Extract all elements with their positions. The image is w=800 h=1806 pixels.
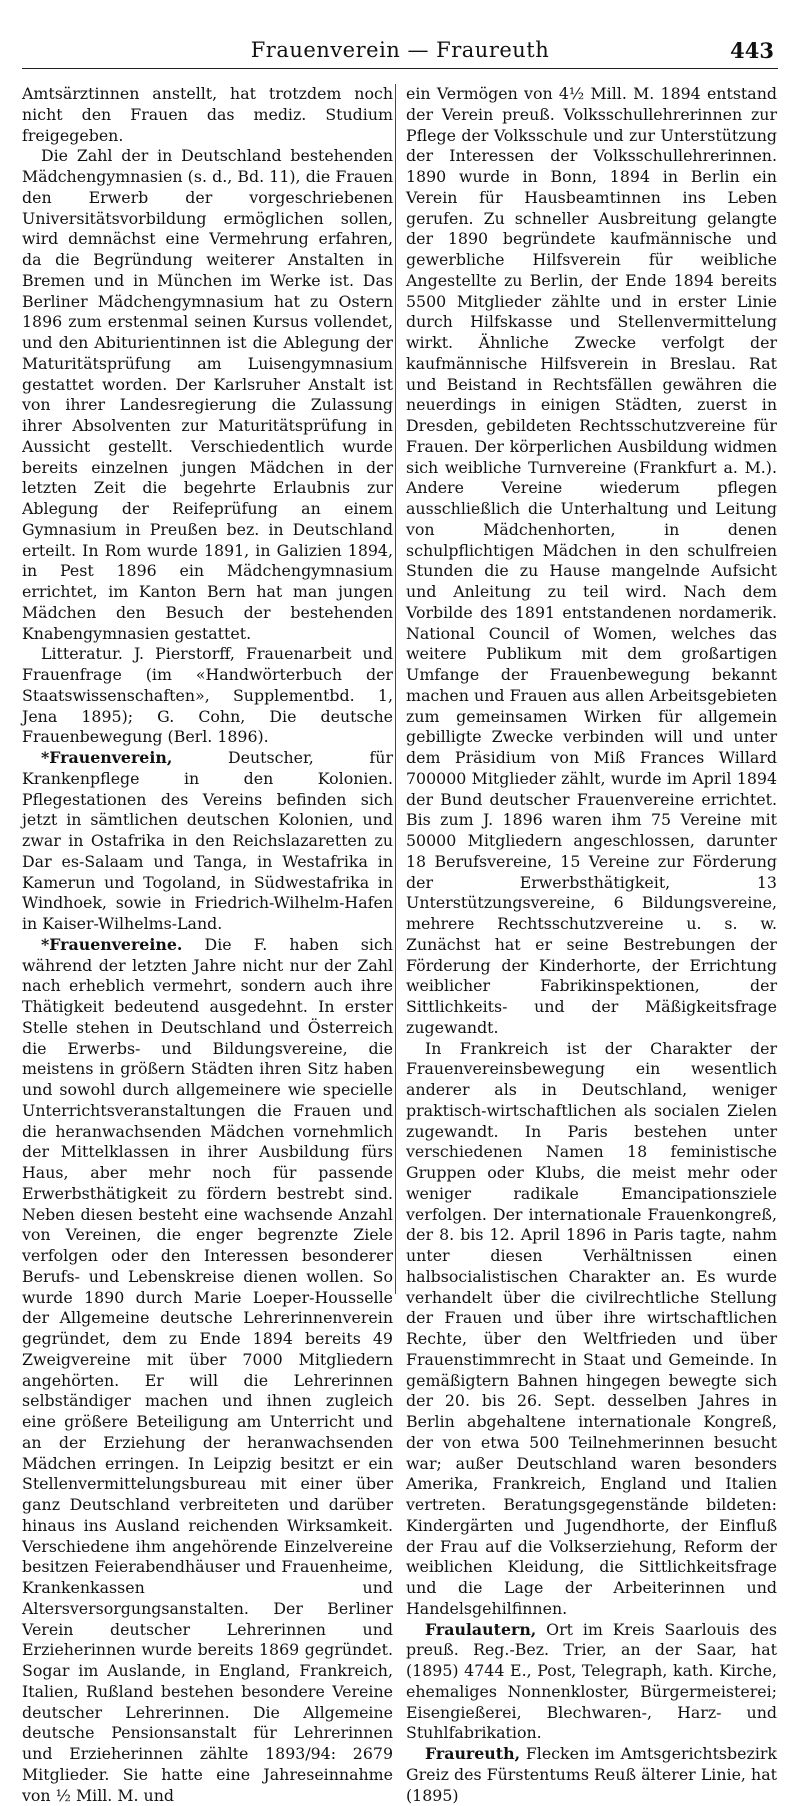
text-paragraph: ein Vermögen von 4½ Mill. M. 1894 entstand der Verein preuß. Volksschullehrerinnen zur Pflege der Volksschule und zur Unterstützung der Interessen der Volksschullehrerinnen. 1890 wurde in Bonn, 1894 in Berlin ein Verein für Hausbeamtinnen ins Leben gerufen. Zu schneller Ausbreitung gelangte der 1890 begründete kaufmännische und gewerbliche Hilfsverein für weibliche Angestellte zu Berlin, der Ende 1894 bereits 5500 Mitglieder zählte und in erster Linie durch Hilfskasse und Stellenvermittelung wirkt. Ähnliche Zwecke verfolgt der kaufmännische Hilfsverein in Breslau. Rat und Beistand in Rechtsfällen gewähren die neuerdings in einigen Städten, zuerst in Dresden, gebildeten Rechtsschutzvereine für Frauen. Der körperlichen Ausbildung widmen sich weibliche Turnvereine (Frankfurt a. M.). Andere Vereine wiederum pflegen ausschließlich die Unterhaltung und Leitung von Mädchenhorten, in denen schulpflichtigen Mädchen in den schulfreien Stunden die zu Hause mangelnde Aufsicht und Anleitung zu teil wird. Nach dem Vorbilde des 1891 entstandenen nordamerik. National Council of Women, welches das weitere Publikum mit dem großartigen Umfange der Frauenbewegung bekannt machen und Frauen aus allen Arbeitsgebieten zum gemeinsamen Wirken für allgemein gebilligte Zwecke verbinden will und unter dem Präsidium von Miß Frances Willard 700000 Mitglieder zählt, wurde im April 1894 der Bund deutscher Frauenvereine errichtet. Bis zum J. 1896 waren ihm 75 Vereine mit 50000 Mitgliedern angeschlossen, darunter 18 Berufsvereine, 15 Vereine zur Förderung der Erwerbsthätigkeit, 13 Unterstützungsvereine, 6 Bildungsvereine, mehrere Rechtsschutzvereine u. s. w. Zunächst hat er seine Bestrebungen der Förderung der Kinderhorte, der Errichtung weiblicher Fabrikinspektionen, der Sittlichkeits- und der Mäßigkeitsfrage zugewandt.: [406, 84, 777, 1037]
text-paragraph: Amtsärztinnen anstellt, hat trotzdem noch nicht den Frauen das mediz. Studium freigegeben.: [22, 84, 393, 145]
column-divider: [395, 84, 396, 1294]
entry-headword: Fraulautern,: [424, 1619, 537, 1639]
entry-paragraph: [22, 935, 393, 1806]
left-column: [22, 84, 393, 1806]
entry-text: Flecken im Amtsgerichtsbezirk Greiz des Fürstentums Reuß älterer Linie, hat (1895): [406, 1744, 777, 1805]
page-header: [22, 38, 778, 69]
entry-paragraph: [406, 1744, 777, 1806]
entry-text: Deutscher, für Krankenpflege in den Kolonien. Pflegestationen des Vereins befinden sich jetzt in sämtlichen deutschen Kolonien, und zwar in Ostafrika in den Reichslazaretten zu Dar es-Salaam und Tanga, in Westafrika in Kamerun und Togoland, in Südwestafrika in Windhoek, sowie in Friedrich-Wilhelm-Hafen in Kaiser-Wilhelms-Land.: [22, 748, 393, 933]
text-paragraph: Die Zahl der in Deutschland bestehenden Mädchengymnasien (s. d., Bd. 11), die Frauen den Erwerb der vorgeschriebenen Universitätsvorbildung ermöglichen sollen, wird demnächst eine Vermehrung erfahren, da die Begründung weiterer Anstalten in Bremen und in München im Werke ist. Das Berliner Mädchengymnasium hat zu Ostern 1896 zum erstenmal seinen Kursus vollendet, und den Abiturientinnen ist die Ablegung der Maturitätsprüfung am Luisengymnasium gestattet worden. Der Karlsruher Anstalt ist von ihrer Landesregierung die Zulassung ihrer Absolventen zur Maturitätsprüfung in Aussicht gestellt. Verschiedentlich wurde bereits einzelnen jungen Mädchen in der letzten Zeit die begehrte Erlaubnis zur Ablegung der Reifeprüfung an einem Gymnasium in Preußen bez. in Deutschland erteilt. In Rom wurde 1891, in Galizien 1894, in Pest 1896 ein Mädchengymnasium errichtet, im Kanton Bern hat man jungen Mädchen den Besuch der bestehenden Knabengymnasien gestattet.: [22, 146, 393, 643]
entry-headword: Fraureuth,: [424, 1744, 521, 1763]
entry-headword: *Frauenverein,: [40, 748, 173, 767]
page-number: 443: [730, 38, 774, 63]
text-paragraph: Litteratur. J. Pierstorff, Frauenarbeit und Frauenfrage (im «Handwörterbuch der Staatswissenschaften», Supplementbd. 1, Jena 1895); G. Cohn, Die deutsche Frauenbewegung (Berl. 1896).: [22, 644, 393, 747]
entry-text: Die F. haben sich während der letzten Jahre nicht nur der Zahl nach erheblich vermehrt, sondern auch ihre Thätigkeit bedeutend ausgedehnt. In erster Stelle stehen in Deutschland und Österreich die Erwerbs- und Bildungsvereine, die meistens in größern Städten ihren Sitz haben und sowohl durch allgemeinere wie specielle Unterrichtsveranstaltungen die Frauen und die heranwachsenden Mädchen vornehmlich der Mittelklassen in ihrer Ausbildung fürs Haus, aber mehr noch für passende Erwerbsthätigkeit zu fördern bestrebt sind. Neben diesen besteht eine wachsende Anzahl von Vereinen, die enger begrenzte Ziele verfolgen oder den Interessen besonderer Berufs- und Lebenskreise dienen wollen. So wurde 1890 durch Marie Loeper-Housselle der Allgemeine deutsche Lehrerinnenverein gegründet, dem zu Ende 1894 bereits 49 Zweigvereine mit über 7000 Mitgliedern angehörten. Er will die Lehrerinnen selbständiger machen und ihnen zugleich eine größere Beteiligung am Unterricht und an der Erziehung der heranwachsenden Mädchen erringen. In Leipzig besitzt er ein Stellenvermittelungsbureau mit einer über ganz Deutschland verbreiteten und darüber hinaus ins Ausland reichenden Wirksamkeit. Verschiedene ihm angehörende Einzelvereine besitzen Feierabendhäuser und Frauenheime, Krankenkassen und Altersversorgungsanstalten. Der Berliner Verein deutscher Lehrerinnen und Erzieherinnen wurde bereits 1869 gegründet. Sogar im Auslande, in England, Frankreich, Italien, Rußland bestehen besondere Vereine deutscher Lehrerinnen. Die Allgemeine deutsche Pensionsanstalt für Lehrerinnen und Erzieherinnen zählte 1893/94: 2679 Mitglieder. Sie hatte eine Jahreseinnahme von ½ Mill. M. und: [22, 934, 393, 1805]
entry-paragraph: [22, 748, 393, 935]
right-column: [406, 84, 777, 1806]
text-paragraph: In Frankreich ist der Charakter der Frauenvereinsbewegung ein wesentlich anderer als in Deutschland, weniger praktisch-wirtschaftlichen als socialen Zielen zugewandt. In Paris bestehen unter verschiedenen Namen 18 feministische Gruppen oder Klubs, die meist mehr oder weniger radikale Emancipationsziele verfolgen. Der internationale Frauenkongreß, der 8. bis 12. April 1896 in Paris tagte, nahm unter diesen Verhältnissen einen halbsocialistischen Charakter an. Es wurde verhandelt über die civilrechtliche Stellung der Frauen und über ihre wirtschaftlichen Rechte, über den Weltfrieden und über Frauenstimmrecht in Staat und Gemeinde. In gemäßigtern Bahnen hingegen bewegte sich der 20. bis 26. Sept. desselben Jahres in Berlin abgehaltene internationale Kongreß, der von etwa 500 Teilnehmerinnen besucht war; außer Deutschland waren besonders Amerika, Frankreich, England und Italien vertreten. Beratungsgegenstände bildeten: Kindergärten und Jugendhorte, der Einfluß der Frau auf die Volkserziehung, Reform der weiblichen Kleidung, die Sittlichkeitsfrage und die Lage der Arbeiterinnen und Handelsgehilfinnen.: [406, 1038, 777, 1618]
entry-paragraph: [406, 1620, 777, 1745]
running-title: Frauenverein — Fraureuth: [250, 38, 550, 62]
entry-text: Ort im Kreis Saarlouis des preuß. Reg.-Bez. Trier, an der Saar, hat (1895) 4744 E., Post, Telegraph, kath. Kirche, ehemaliges Nonnenkloster, Bürgermeisterei; Eisengießerei, Blechwaren-, Harz- und Stuhlfabrikation.: [406, 1619, 777, 1743]
entry-headword: *Frauenvereine.: [40, 934, 183, 954]
